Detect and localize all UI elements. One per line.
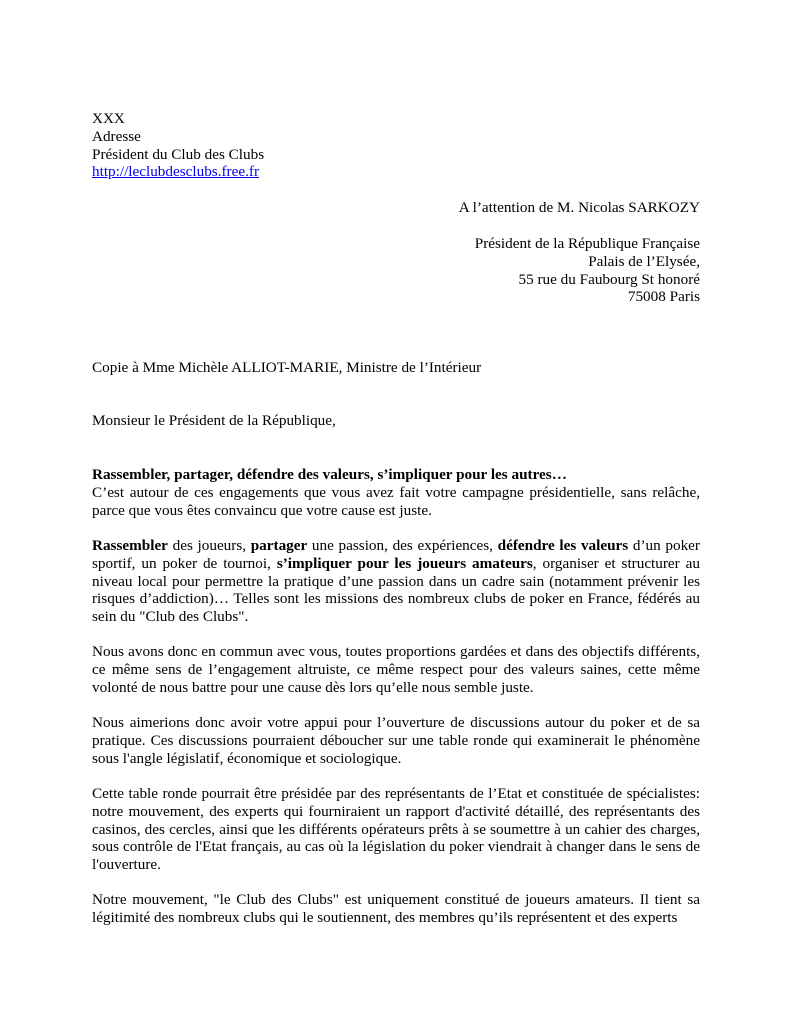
paragraph-1 (92, 466, 700, 519)
sender-title: Président du Club des Clubs (92, 145, 265, 163)
paragraph-2 (92, 537, 700, 626)
p2-bold-2: partager (250, 537, 308, 554)
paragraph-1-heading: Rassembler, partager, défendre des valeurs, s’impliquer pour les autres… (92, 466, 567, 483)
copy-line: Copie à Mme Michèle ALLIOT-MARIE, Ministre de l’Intérieur (92, 359, 482, 376)
paragraph-1-text: C’est autour de ces engagements que vous avez fait votre campagne présidentielle, sans relâche, parce que vous êtes convaincu que votre cause est juste. (92, 483, 700, 519)
paragraph-6: Notre mouvement, "le Club des Clubs" est uniquement constitué de joueurs amateurs. Il tient sa légitimité des nombreux clubs qui le soutiennent, des membres qu’ils représentent et des experts (92, 891, 700, 926)
sender-address: Adresse (92, 127, 141, 145)
recipient-city: 75008 Paris (627, 288, 700, 306)
attention-line: A l’attention de M. Nicolas SARKOZY (458, 199, 700, 216)
salutation: Monsieur le Président de la République, (92, 412, 336, 429)
p2-text-2: une passion, des expériences, (307, 537, 498, 554)
recipient-role: Président de la République Française (474, 235, 700, 252)
paragraph-4: Nous aimerions donc avoir votre appui pour l’ouverture de discussions autour du poker et de sa pratique. Ces discussions pourraient déboucher sur une table ronde qui examinerait le phénomène sous l'angle législatif, économique et sociologique. (92, 714, 700, 767)
recipient-street: 55 rue du Faubourg St honoré (518, 270, 700, 288)
p2-text-3: d’un poker sportif, un poker de tournoi, (92, 537, 700, 572)
recipient-attention (92, 199, 700, 217)
recipient-block (92, 235, 700, 306)
p2-text-4: , organiser et structurer au niveau local pour permettre la pratique d’une passion dans un cadre sain (notamment prévenir les risques d’addiction)… Telles sont les missions des nombreux clubs de poker en France, fédérés au sein du "Club des Clubs". (92, 554, 700, 626)
p2-bold-1: Rassembler (92, 537, 168, 554)
paragraph-3: Nous avons donc en commun avec vous, toutes proportions gardées et dans des objectifs différents, ce même sens de l’engagement altruiste, ce même respect pour des valeurs saines, cette même volonté de nous battre pour une cause dès lors qu’elle nous semble juste. (92, 643, 700, 696)
sender-name: XXX (92, 110, 125, 127)
paragraph-5: Cette table ronde pourrait être présidée par des représentants de l’Etat et constituée de spécialistes: notre mouvement, des experts qui fourniraient un rapport d'activité détaillé, des représentants des casinos, des cercles, ainsi que les différents opérateurs prêts à se soumettre à un cahier des charges, sous contrôle de l'Etat français, au cas où la législation du poker viendrait à changer dans le sens de l'ouverture. (92, 785, 700, 874)
p2-bold-3: défendre les valeurs (497, 537, 629, 554)
sender-website-link[interactable]: http://leclubdesclubs.free.fr (92, 163, 260, 181)
p2-text-1: des joueurs, (167, 537, 251, 554)
sender-block (92, 110, 700, 181)
p2-bold-4: s’impliquer pour les joueurs amateurs (276, 554, 533, 572)
recipient-place: Palais de l’Elysée, (588, 252, 700, 270)
